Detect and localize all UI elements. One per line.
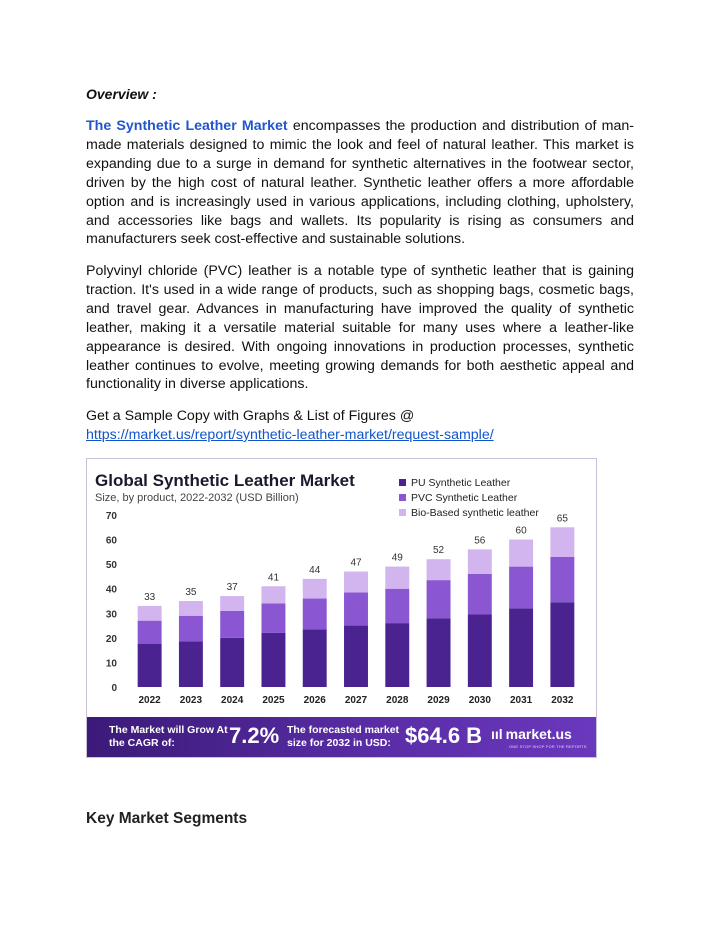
bar-segment xyxy=(179,616,203,642)
y-tick-label: 20 xyxy=(105,633,117,645)
legend-swatch-pvc xyxy=(399,494,406,501)
x-tick-label: 2028 xyxy=(386,695,409,706)
bar-segment xyxy=(509,567,533,609)
bar-segment xyxy=(344,592,368,625)
y-tick-label: 0 xyxy=(111,683,117,694)
legend-label-pu: PU Synthetic Leather xyxy=(411,476,511,489)
bar-segment xyxy=(138,621,162,644)
market-us-logo-icon: ııl xyxy=(491,726,503,742)
overview-paragraph-2: Polyvinyl chloride (PVC) leather is a notable type of synthetic leather that is gaining traction. It's used in a wide range of products, such as shopping bags, cosmetic bags, and travel gear. Advances in manufacturing have improved the quality of synthetic leather, making it a versatile material suitable for many uses where a leather-like appearance is desired. With ongoing innovations in production processes, synthetic leather continues to evolve, meeting growing demands for both aesthetic appeal and functionality in diverse applications. xyxy=(86,263,634,393)
bar-segment xyxy=(261,603,285,632)
bar-total-label: 47 xyxy=(350,557,362,569)
legend-swatch-pu xyxy=(399,479,406,486)
bar-segment xyxy=(303,629,327,687)
forecast-size-value: $64.6 B xyxy=(405,723,483,748)
sample-request-link[interactable]: https://market.us/report/synthetic-leather-market/request-sample/ xyxy=(86,426,494,443)
x-tick-label: 2031 xyxy=(509,695,533,706)
bar-segment xyxy=(509,608,533,687)
key-market-segments-heading: Key Market Segments xyxy=(86,810,248,827)
legend-item-pvc xyxy=(399,490,539,505)
x-tick-label: 2030 xyxy=(468,695,491,706)
bar-total-label: 60 xyxy=(515,525,527,537)
x-tick-label: 2024 xyxy=(221,695,244,706)
x-tick-label: 2029 xyxy=(427,695,450,706)
x-tick-label: 2026 xyxy=(303,695,326,706)
bar-segment xyxy=(550,602,574,687)
legend-label-bio: Bio-Based synthetic leather xyxy=(411,506,539,519)
bar-segment xyxy=(385,623,409,687)
x-tick-label: 2032 xyxy=(551,695,574,706)
y-tick-label: 40 xyxy=(105,584,117,596)
bar-segment xyxy=(303,579,327,599)
bar-segment xyxy=(344,626,368,687)
bar-segment xyxy=(303,599,327,630)
bar-segment xyxy=(468,615,492,687)
bar-total-label: 37 xyxy=(226,582,238,594)
bar-total-label: 35 xyxy=(185,587,197,598)
bar-total-label: 65 xyxy=(556,513,568,525)
bar-total-label: 41 xyxy=(267,572,280,584)
bar-total-label: 33 xyxy=(144,591,156,603)
bar-segment xyxy=(468,549,492,574)
bar-total-label: 49 xyxy=(391,552,403,564)
sample-request-text: Get a Sample Copy with Graphs & List of Figures @ xyxy=(86,408,415,424)
bar-total-label: 52 xyxy=(432,545,445,557)
bar-total-label: 56 xyxy=(474,535,486,547)
bar-segment xyxy=(138,606,162,621)
bar-segment xyxy=(427,580,451,618)
y-tick-label: 30 xyxy=(105,609,117,621)
y-tick-label: 10 xyxy=(105,658,117,670)
bar-segment xyxy=(261,633,285,687)
bar-segment xyxy=(138,644,162,687)
bar-segment xyxy=(179,601,203,616)
legend-item-bio xyxy=(399,505,539,520)
legend-swatch-bio xyxy=(399,509,406,516)
cagr-label: The Market will Grow At the CAGR of: xyxy=(109,724,228,749)
bar-segment xyxy=(261,586,285,603)
market-us-tagline: ONE STOP SHOP FOR THE REPORTS xyxy=(509,744,587,749)
legend-label-pvc: PVC Synthetic Leather xyxy=(411,491,518,504)
bar-segment xyxy=(427,618,451,687)
bar-segment xyxy=(220,638,244,687)
chart-title: Global Synthetic Leather Market xyxy=(95,471,355,490)
infographic-footer-banner xyxy=(87,717,597,758)
bar-segment xyxy=(509,540,533,567)
overview-heading: Overview : xyxy=(86,86,157,102)
bar-total-label: 44 xyxy=(309,564,321,576)
market-name-link[interactable]: The Synthetic Leather Market xyxy=(86,118,288,134)
bar-segment xyxy=(427,559,451,580)
legend-item-pu xyxy=(399,475,539,490)
sample-request-block xyxy=(86,407,494,445)
x-tick-label: 2022 xyxy=(138,695,161,706)
bar-segment xyxy=(385,589,409,623)
forecast-size-label: The forecasted market size for 2032 in USD: xyxy=(287,724,400,749)
bar-segment xyxy=(220,596,244,611)
market-us-logo-text: market.us xyxy=(505,726,572,742)
overview-paragraph-1 xyxy=(86,117,634,249)
market-infographic xyxy=(86,458,597,758)
bar-segment xyxy=(179,642,203,687)
y-tick-label: 50 xyxy=(105,560,117,572)
bar-segment xyxy=(385,567,409,589)
market-us-logo xyxy=(491,726,572,742)
paragraph-1-text: encompasses the production and distribution of man-made materials designed to mimic the look and feel of natural leather. This market is expanding due to a surge in demand for synthetic alternatives in the footwear sector, driven by the high cost of natural leather. Synthetic leather offers a more affordable option and is increasingly used in various applications, including clothing, upholstery, and accessories like bags and wallets. Its popularity is rising as consumers and manufacturers seek cost-effective and sustainable solutions. xyxy=(86,118,634,248)
x-tick-label: 2025 xyxy=(262,695,285,706)
bar-segment xyxy=(220,611,244,638)
bar-segment xyxy=(468,574,492,615)
bar-segment xyxy=(344,572,368,593)
y-tick-label: 70 xyxy=(105,511,117,522)
bar-segment xyxy=(550,527,574,556)
bar-segment xyxy=(550,557,574,602)
chart-subtitle: Size, by product, 2022-2032 (USD Billion) xyxy=(95,492,299,504)
cagr-value: 7.2% xyxy=(229,723,280,748)
x-tick-label: 2023 xyxy=(179,695,203,706)
x-tick-label: 2027 xyxy=(344,695,368,706)
chart-legend xyxy=(399,475,539,520)
y-tick-label: 60 xyxy=(105,535,117,547)
